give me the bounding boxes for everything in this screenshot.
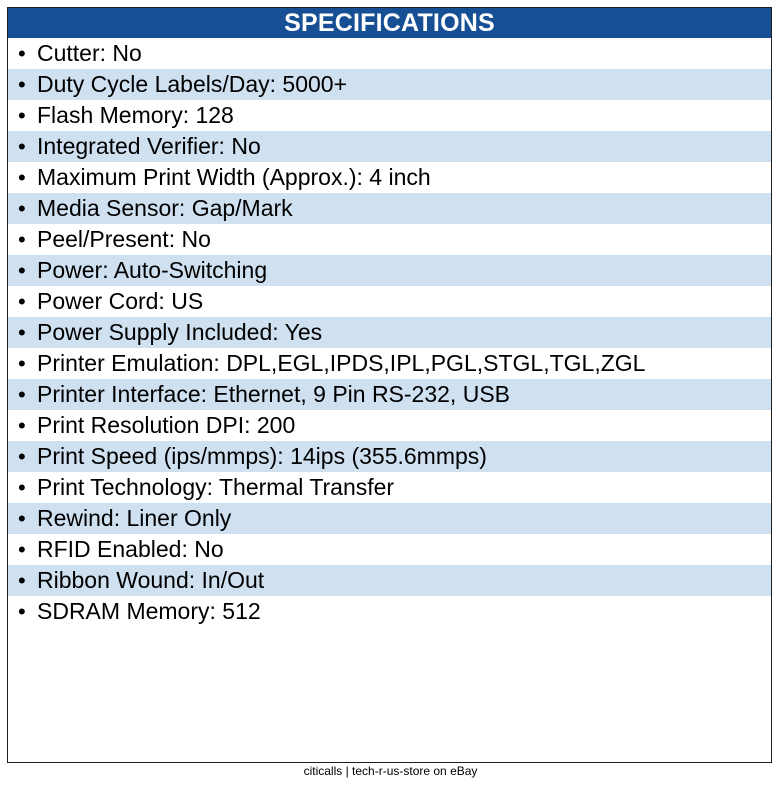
- spec-item-text: Ribbon Wound: In/Out: [37, 567, 265, 593]
- spec-item: [8, 100, 771, 131]
- spec-sheet: [7, 7, 772, 763]
- bullet-icon: •: [18, 164, 26, 190]
- spec-item-text: Peel/Present: No: [37, 226, 211, 252]
- bullet-icon: •: [18, 288, 26, 314]
- spec-item: [8, 565, 771, 596]
- spec-list: [8, 38, 771, 627]
- spec-item: [8, 379, 771, 410]
- spec-item: [8, 503, 771, 534]
- spec-item-text: Power Supply Included: Yes: [37, 319, 323, 345]
- spec-item-text: Rewind: Liner Only: [37, 505, 232, 531]
- bullet-icon: •: [18, 443, 26, 469]
- bullet-icon: •: [18, 567, 26, 593]
- spec-item-text: Maximum Print Width (Approx.): 4 inch: [37, 164, 431, 190]
- spec-item-text: Power Cord: US: [37, 288, 204, 314]
- bullet-icon: •: [18, 598, 26, 624]
- bullet-icon: •: [18, 412, 26, 438]
- bullet-icon: •: [18, 71, 26, 97]
- spec-sheet-title: SPECIFICATIONS: [8, 8, 771, 38]
- spec-item: [8, 348, 771, 379]
- bullet-icon: •: [18, 133, 26, 159]
- bullet-icon: •: [18, 102, 26, 128]
- spec-item: [8, 69, 771, 100]
- spec-item-text: Integrated Verifier: No: [37, 133, 261, 159]
- spec-item-text: Print Speed (ips/mmps): 14ips (355.6mmps): [37, 443, 487, 469]
- spec-item: [8, 441, 771, 472]
- spec-item-text: Flash Memory: 128: [37, 102, 234, 128]
- spec-item: [8, 193, 771, 224]
- spec-item-text: Power: Auto-Switching: [37, 257, 268, 283]
- spec-item: [8, 255, 771, 286]
- spec-item: [8, 534, 771, 565]
- bullet-icon: •: [18, 350, 26, 376]
- bullet-icon: •: [18, 319, 26, 345]
- bullet-icon: •: [18, 40, 26, 66]
- spec-item-text: Print Technology: Thermal Transfer: [37, 474, 395, 500]
- spec-item: [8, 131, 771, 162]
- spec-item-text: SDRAM Memory: 512: [37, 598, 261, 624]
- spec-item-text: RFID Enabled: No: [37, 536, 224, 562]
- bullet-icon: •: [18, 505, 26, 531]
- spec-item: [8, 224, 771, 255]
- bullet-icon: •: [18, 195, 26, 221]
- spec-item-text: Printer Interface: Ethernet, 9 Pin RS-232, USB: [37, 381, 511, 407]
- bullet-icon: •: [18, 536, 26, 562]
- spec-item: [8, 317, 771, 348]
- spec-item: [8, 162, 771, 193]
- bullet-icon: •: [18, 257, 26, 283]
- spec-item: [8, 472, 771, 503]
- spec-item: [8, 286, 771, 317]
- bullet-icon: •: [18, 226, 26, 252]
- spec-item-text: Printer Emulation: DPL,EGL,IPDS,IPL,PGL,STGL,TGL,ZGL: [37, 350, 646, 376]
- spec-item: [8, 410, 771, 441]
- spec-item: [8, 596, 771, 627]
- spec-item-text: Print Resolution DPI: 200: [37, 412, 296, 438]
- spec-item-text: Media Sensor: Gap/Mark: [37, 195, 293, 221]
- spec-item-text: Duty Cycle Labels/Day: 5000+: [37, 71, 348, 97]
- footer-credit: citicalls | tech-r-us-store on eBay: [303, 764, 478, 778]
- spec-item-text: Cutter: No: [37, 40, 142, 66]
- spec-item: [8, 38, 771, 69]
- bullet-icon: •: [18, 381, 26, 407]
- bullet-icon: •: [18, 474, 26, 500]
